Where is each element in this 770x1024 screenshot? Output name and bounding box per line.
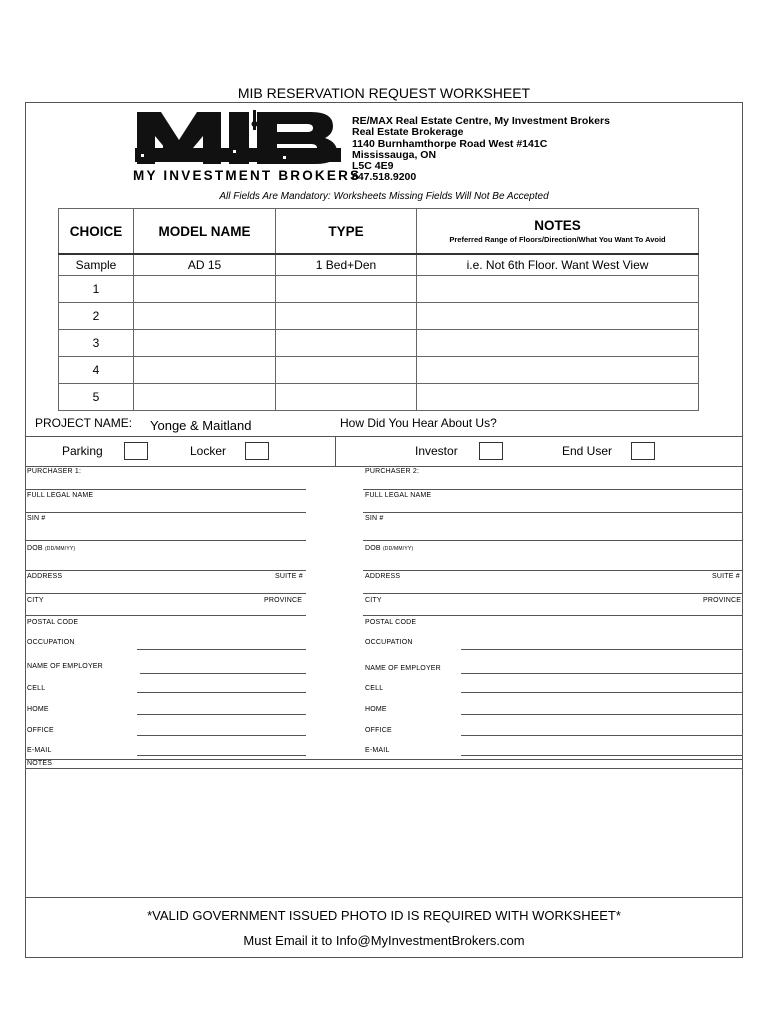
- cell-type[interactable]: [276, 303, 417, 330]
- cell-model[interactable]: [134, 357, 276, 384]
- table-row: [59, 254, 699, 276]
- parking-checkbox[interactable]: [124, 442, 148, 460]
- email-notice: Must Email it to Info@MyInvestmentBrokers.com: [243, 933, 525, 948]
- p1-address-field[interactable]: [25, 593, 306, 594]
- investor-checkbox[interactable]: [479, 442, 503, 460]
- p2-dob-label: [365, 545, 413, 552]
- photo-id-notice: *VALID GOVERNMENT ISSUED PHOTO ID IS REQUIRED WITH WORKSHEET*: [147, 908, 621, 923]
- p1-employer-field[interactable]: [140, 673, 306, 674]
- p2-cell-label: CELL: [365, 685, 384, 692]
- p1-legal-name-field[interactable]: [25, 512, 306, 513]
- p2-legal-name-field[interactable]: [363, 512, 743, 513]
- cell-notes[interactable]: [417, 303, 699, 330]
- end-user-label: End User: [562, 444, 613, 458]
- cell-choice: 3: [59, 330, 134, 357]
- unit-choices-table: [58, 208, 699, 411]
- p1-suite-label: SUITE #: [275, 573, 303, 580]
- cell-type[interactable]: [276, 330, 417, 357]
- p2-office-field[interactable]: [461, 735, 743, 736]
- p2-home-label: HOME: [365, 706, 387, 713]
- cell-type[interactable]: [276, 384, 417, 411]
- purchaser-1-line[interactable]: [25, 489, 306, 490]
- p2-employer-field[interactable]: [461, 673, 743, 674]
- agency-line: 1140 Burnhamthorpe Road West #141C: [352, 137, 548, 150]
- purchaser-1-heading: PURCHASER 1:: [27, 468, 82, 475]
- divider: [25, 759, 743, 760]
- p1-employer-label: NAME OF EMPLOYER: [27, 663, 103, 670]
- p1-email-field[interactable]: [137, 755, 306, 756]
- header-notes-sub: Preferred Range of Floors/Direction/What You Want To Avoid: [449, 235, 666, 244]
- p2-home-field[interactable]: [461, 714, 743, 715]
- agency-address: [352, 116, 610, 184]
- cell-model[interactable]: [134, 330, 276, 357]
- cell-choice: 4: [59, 357, 134, 384]
- p2-email-field[interactable]: [461, 755, 743, 756]
- cell-type: 1 Bed+Den: [276, 254, 417, 276]
- p1-occupation-field[interactable]: [137, 649, 306, 650]
- cell-choice: 5: [59, 384, 134, 411]
- p1-city-label: CITY: [27, 597, 44, 604]
- investor-label: Investor: [415, 444, 458, 458]
- p2-office-label: OFFICE: [365, 727, 392, 734]
- project-name-value[interactable]: Yonge & Maitland: [150, 418, 252, 433]
- p2-cell-field[interactable]: [461, 692, 743, 693]
- cell-notes[interactable]: [417, 357, 699, 384]
- p1-dob-label: [27, 545, 75, 552]
- p1-address-label: ADDRESS: [27, 573, 63, 580]
- cell-model[interactable]: [134, 303, 276, 330]
- table-row: [59, 276, 699, 303]
- header-type: TYPE: [276, 209, 417, 255]
- locker-checkbox[interactable]: [245, 442, 269, 460]
- divider: [25, 466, 743, 467]
- table-row: [59, 330, 699, 357]
- cell-type[interactable]: [276, 276, 417, 303]
- p2-occupation-label: OCCUPATION: [365, 639, 413, 646]
- divider: [335, 436, 336, 466]
- agency-line: L5C 4E9: [352, 160, 394, 173]
- p1-cell-label: CELL: [27, 685, 46, 692]
- worksheet-title: MIB RESERVATION REQUEST WORKSHEET: [25, 83, 743, 103]
- end-user-checkbox[interactable]: [631, 442, 655, 460]
- p2-dob-field[interactable]: [363, 570, 743, 571]
- p2-suite-label: SUITE #: [712, 573, 740, 580]
- p2-address-label: ADDRESS: [365, 573, 401, 580]
- agency-line: RE/MAX Real Estate Centre, My Investment Brokers: [352, 115, 610, 127]
- p1-office-label: OFFICE: [27, 727, 54, 734]
- header-notes-label: NOTES: [534, 218, 581, 233]
- p1-home-label: HOME: [27, 706, 49, 713]
- p2-postal-label: POSTAL CODE: [365, 619, 417, 626]
- p1-occupation-label: OCCUPATION: [27, 639, 75, 646]
- agency-line: Mississauga, ON: [352, 148, 437, 161]
- p1-dob-text: DOB: [27, 545, 43, 552]
- p2-dob-text: DOB: [365, 545, 381, 552]
- notes-area[interactable]: [25, 768, 743, 898]
- cell-choice: 1: [59, 276, 134, 303]
- cell-model[interactable]: [134, 384, 276, 411]
- cell-model: AD 15: [134, 254, 276, 276]
- cell-notes[interactable]: [417, 330, 699, 357]
- p1-sin-label: SIN #: [27, 515, 46, 522]
- purchaser-2-line[interactable]: [363, 489, 743, 490]
- p2-sin-label: SIN #: [365, 515, 384, 522]
- agency-line: 647.518.9200: [352, 171, 417, 184]
- p1-postal-label: POSTAL CODE: [27, 619, 79, 626]
- logo-tagline: MY INVESTMENT BROKERS: [133, 168, 362, 183]
- p2-province-label: PROVINCE: [703, 597, 742, 604]
- mandatory-note: All Fields Are Mandatory: Worksheets Missing Fields Will Not Be Accepted: [219, 191, 549, 202]
- divider: [25, 436, 743, 437]
- p1-cell-field[interactable]: [137, 692, 306, 693]
- table-row: [59, 357, 699, 384]
- p1-home-field[interactable]: [137, 714, 306, 715]
- p1-legal-name-label: FULL LEGAL NAME: [27, 492, 94, 499]
- header-model-name: MODEL NAME: [134, 209, 276, 255]
- p2-address-field[interactable]: [363, 593, 743, 594]
- p2-occupation-field[interactable]: [461, 649, 743, 650]
- p1-dob-format: (DD/MM/YY): [44, 546, 76, 552]
- p2-legal-name-label: FULL LEGAL NAME: [365, 492, 432, 499]
- p1-sin-field[interactable]: [25, 540, 306, 541]
- p1-province-label: PROVINCE: [264, 597, 303, 604]
- p1-office-field[interactable]: [137, 735, 306, 736]
- table-row: [59, 303, 699, 330]
- table-row: [59, 384, 699, 411]
- cell-type[interactable]: [276, 357, 417, 384]
- notes-label: NOTES: [27, 760, 53, 767]
- project-name-label: PROJECT NAME:: [35, 416, 133, 430]
- p2-sin-field[interactable]: [363, 540, 743, 541]
- cell-notes[interactable]: [417, 276, 699, 303]
- cell-notes[interactable]: [417, 384, 699, 411]
- mib-logo: [133, 110, 362, 190]
- cell-choice: 2: [59, 303, 134, 330]
- locker-label: Locker: [190, 444, 227, 458]
- header-choice: CHOICE: [59, 209, 134, 255]
- p2-dob-format: (DD/MM/YY): [382, 546, 414, 552]
- p2-city-label: CITY: [365, 597, 382, 604]
- cell-choice: Sample: [59, 254, 134, 276]
- p2-email-label: E-MAIL: [365, 747, 390, 754]
- p1-city-field[interactable]: [25, 615, 306, 616]
- hear-about-label: How Did You Hear About Us?: [340, 416, 497, 430]
- p2-employer-label: NAME OF EMPLOYER: [365, 665, 441, 672]
- cell-notes: i.e. Not 6th Floor. Want West View: [417, 254, 699, 276]
- purchaser-2-heading: PURCHASER 2:: [365, 468, 420, 475]
- p1-email-label: E-MAIL: [27, 747, 52, 754]
- p2-city-field[interactable]: [363, 615, 743, 616]
- parking-label: Parking: [62, 444, 103, 458]
- header-notes: [417, 209, 699, 255]
- p1-dob-field[interactable]: [25, 570, 306, 571]
- cell-model[interactable]: [134, 276, 276, 303]
- agency-line: Real Estate Brokerage: [352, 126, 464, 139]
